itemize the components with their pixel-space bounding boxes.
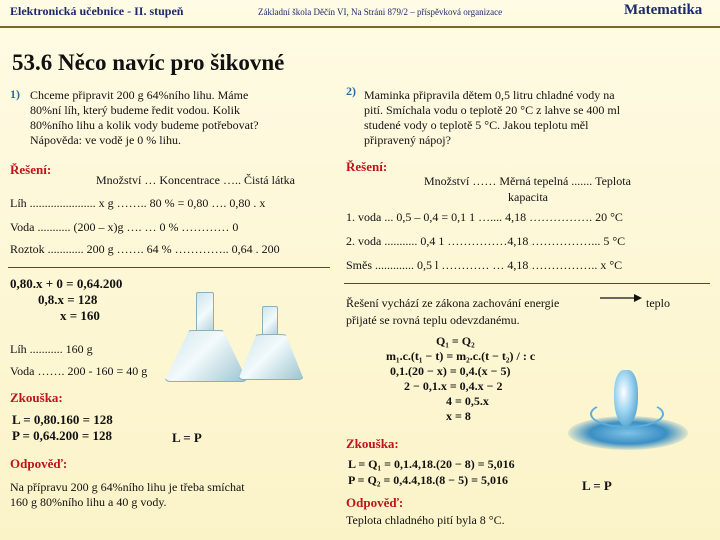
header-school: Základní škola Děčín VI, Na Stráni 879/2 – příspěvková organizace bbox=[258, 7, 503, 17]
problem1-line: Nápověda: ve vodě je 0 % lihu. bbox=[30, 133, 181, 147]
problem2-table-header-sub: kapacita bbox=[508, 190, 548, 204]
water-ripple-icon bbox=[590, 400, 664, 428]
problem2-check-label: Zkouška: bbox=[346, 436, 399, 451]
problem2-principle-2: přijaté se rovná teplu odevzdanému. bbox=[346, 313, 520, 327]
equation-line: x = 8 bbox=[446, 409, 471, 423]
problem1-line: Chceme připravit 200 g 64%ního lihu. Máme bbox=[30, 88, 249, 102]
problem1-check-label: Zkouška: bbox=[10, 390, 63, 405]
header-divider bbox=[0, 26, 720, 28]
check-line: L = 0,80.160 = 128 bbox=[12, 412, 113, 427]
equation-line: m₁.c.(t₁ − t) = m₂.c.(t − t₂) / : c bbox=[386, 349, 536, 363]
problem2-check-equal: L = P bbox=[582, 478, 612, 493]
problem2-equations bbox=[386, 334, 535, 424]
problem2-solution-label: Řešení: bbox=[346, 159, 388, 174]
problem2-principle-word: teplo bbox=[646, 296, 670, 310]
problem1-table-header: Množství … Koncentrace ….. Čistá látka bbox=[96, 173, 295, 187]
problem2-row-water1: 1. voda ... 0,5 – 0,4 = 0,1 1 ….... 4,18 ……………. 20 °C bbox=[346, 210, 623, 224]
problem1-answer-label: Odpověď: bbox=[10, 456, 68, 471]
problem2-row-mixture: Směs ............. 0,5 l ………… … 4,18 …………….. x °C bbox=[346, 258, 623, 272]
equation-line: 2 − 0,1.x = 0,4.x − 2 bbox=[404, 379, 503, 393]
problem2-row-water2: 2. voda ........... 0,4 1 ……………4,18 ……………... 5 °C bbox=[346, 234, 626, 248]
problem2-text bbox=[364, 88, 704, 148]
problem2-number: 2) bbox=[346, 84, 356, 98]
problem1-line: 80%ní líh, který budeme ředit vodou. Kolik bbox=[30, 103, 240, 117]
problem1-line: 80%ního lihu a kolik vody budeme potřebovat? bbox=[30, 118, 259, 132]
problem1-equations bbox=[10, 276, 130, 324]
problem2-principle-1: Řešení vychází ze zákona zachování energie bbox=[346, 296, 560, 310]
problem2-line: Maminka připravila dětem 0,5 litru chladné vody na bbox=[364, 88, 615, 102]
check-line: P = Q₂ = 0,4.4,18.(8 − 5) = 5,016 bbox=[348, 473, 508, 487]
problem2-answer: Teplota chladného pití byla 8 °C. bbox=[346, 513, 505, 527]
problem1-text bbox=[30, 88, 330, 148]
problem2-line: pití. Smíchala vodu o teplotě 20 °C z lahve se 400 ml bbox=[364, 103, 621, 117]
check-line: L = Q₁ = 0,1.4,18.(20 − 8) = 5,016 bbox=[348, 457, 515, 471]
flask-body-icon bbox=[238, 334, 304, 380]
problem1-row-alcohol: Líh ...................... x g …….. 80 % = 0,80 …. 0,80 . x bbox=[10, 196, 266, 210]
header-subject: Matematika bbox=[624, 2, 703, 18]
problem2-line: připravený nápoj? bbox=[364, 133, 451, 147]
check-line: P = 0,64.200 = 128 bbox=[12, 428, 113, 443]
equation-line: 0,8.x = 128 bbox=[38, 292, 98, 307]
problem1-row-solution: Roztok ............ 200 g ……. 64 % ………….. 0,64 . 200 bbox=[10, 242, 280, 256]
equation-line: x = 160 bbox=[60, 308, 100, 323]
problem1-answer bbox=[10, 480, 330, 510]
problem1-number: 1) bbox=[10, 87, 20, 101]
problem2-line: studené vody o teplotě 5 °C. Jakou teplotu měl bbox=[364, 118, 589, 132]
problem1-divider bbox=[8, 267, 330, 268]
problem2-check bbox=[348, 456, 515, 488]
problem1-solution-label: Řešení: bbox=[10, 162, 52, 177]
answer-line: Na přípravu 200 g 64%ního lihu je třeba smíchat bbox=[10, 480, 245, 494]
page-title: 53.6 Něco navíc pro šikovné bbox=[12, 50, 285, 75]
equation-line: 0,1.(20 − x) = 0,4.(x − 5) bbox=[390, 364, 511, 378]
equation-line: Q₁ = Q₂ bbox=[436, 334, 475, 348]
problem1-check-equal: L = P bbox=[172, 430, 202, 445]
problem1-check bbox=[12, 412, 113, 444]
flask-body-icon bbox=[164, 330, 248, 382]
arrow-right-icon bbox=[600, 292, 642, 304]
problem1-result-alcohol: Líh ........... 160 g bbox=[10, 342, 93, 356]
header-left: Elektronická učebnice - II. stupeň bbox=[10, 4, 184, 18]
equation-line: 0,80.x + 0 = 0,64.200 bbox=[10, 276, 123, 291]
problem2-table-header: Množství …… Měrná tepelná ....... Teplota bbox=[424, 174, 631, 188]
problem2-divider bbox=[344, 283, 710, 284]
equation-line: 4 = 0,5.x bbox=[446, 394, 489, 408]
problem1-row-water: Voda ........... (200 – x)g …. … 0 % ………… 0 bbox=[10, 220, 239, 234]
problem2-answer-label: Odpověď: bbox=[346, 495, 404, 510]
answer-line: 160 g 80%ního lihu a 40 g vody. bbox=[10, 495, 167, 509]
problem1-result-water: Voda ……. 200 - 160 = 40 g bbox=[10, 364, 148, 378]
